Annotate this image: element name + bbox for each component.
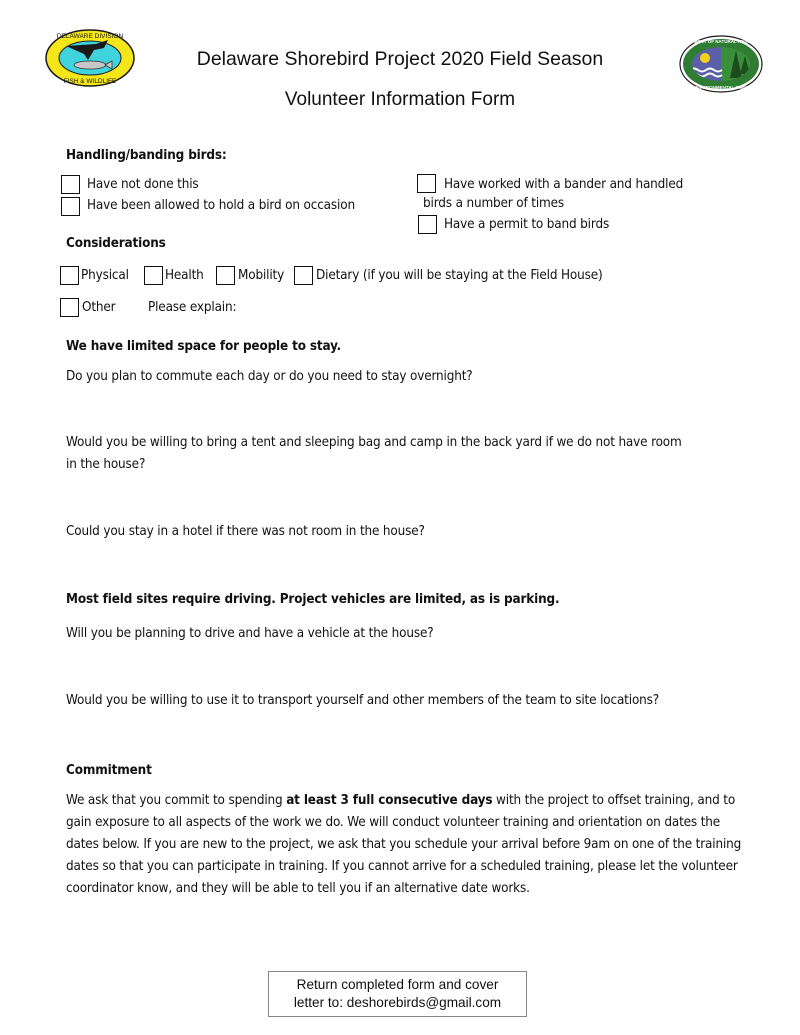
commitment-days-emphasis: at least 3 full consecutive days xyxy=(286,793,493,808)
option-label: Have been allowed to hold a bird on occasion xyxy=(87,198,355,213)
question-tent-cont: in the house? xyxy=(66,457,146,472)
option-label: Physical xyxy=(81,268,129,283)
lodging-heading: We have limited space for people to stay. xyxy=(66,339,341,354)
return-line-2: letter to: deshorebirds@gmail.com xyxy=(293,995,502,1010)
checkbox-other[interactable] xyxy=(60,298,79,317)
option-label: Have not done this xyxy=(87,177,199,192)
svg-text:DELAWARE DIVISION: DELAWARE DIVISION xyxy=(56,33,124,40)
form-subtitle: Volunteer Information Form xyxy=(284,89,516,110)
question-tent: Would you be willing to bring a tent and sleeping bag and camp in the back yard if we do not have room xyxy=(66,435,682,450)
option-label: Dietary (if you will be staying at the Field House) xyxy=(316,268,603,283)
checkbox-have-permit[interactable] xyxy=(418,215,437,234)
considerations-heading: Considerations xyxy=(66,236,166,251)
question-hotel: Could you stay in a hotel if there was not room in the house? xyxy=(66,524,425,539)
option-label: Mobility xyxy=(238,268,285,283)
commitment-text-start: We ask that you commit to spending xyxy=(66,793,287,808)
commitment-text-end: with the project to offset training, and to gain exposure to all aspects of the work we do. We will conduct volunteer training and orientation on dates the dates below. If you are new to the project, we ask that you schedule your arrival before 9am on one of the training dates so that you can participate in training. If you cannot arrive for a scheduled training, please let the volunteer coordinator know, and they will be able to tell you if an alternative date works. xyxy=(66,793,742,896)
driving-heading: Most field sites require driving. Project vehicles are limited, as is parking. xyxy=(66,592,560,607)
option-label-cont: birds a number of times xyxy=(423,196,564,211)
checkbox-health[interactable] xyxy=(144,266,163,285)
option-label: Have worked with a bander and handled xyxy=(444,177,684,192)
return-line-1: Return completed form and cover xyxy=(296,977,499,992)
return-instructions-box xyxy=(268,971,527,1017)
commitment-heading: Commitment xyxy=(66,763,152,778)
svg-text:AND ENVIRONMENTAL CONTROL: AND ENVIRONMENTAL CONTROL xyxy=(684,85,758,90)
svg-text:DEPARTMENT OF NATURAL RESOURCE: DEPARTMENT OF NATURAL RESOURCES xyxy=(678,39,764,44)
option-label: Health xyxy=(165,268,204,283)
handling-heading: Handling/banding birds: xyxy=(66,148,227,163)
checkbox-dietary[interactable] xyxy=(294,266,313,285)
option-label: Have a permit to band birds xyxy=(444,217,610,232)
checkbox-mobility[interactable] xyxy=(216,266,235,285)
question-vehicle: Will you be planning to drive and have a vehicle at the house? xyxy=(66,626,434,641)
checkbox-physical[interactable] xyxy=(60,266,79,285)
question-commute: Do you plan to commute each day or do you need to stay overnight? xyxy=(66,369,473,384)
option-label: Other xyxy=(82,300,116,315)
please-explain-label: Please explain: xyxy=(148,300,237,315)
form-title: Delaware Shorebird Project 2020 Field Season xyxy=(196,48,604,70)
checkbox-worked-with-bander[interactable] xyxy=(417,174,436,193)
svg-text:FISH & WILDLIFE: FISH & WILDLIFE xyxy=(63,78,117,85)
checkbox-held-bird[interactable] xyxy=(61,197,80,216)
checkbox-have-not-done-this[interactable] xyxy=(61,175,80,194)
commitment-paragraph xyxy=(66,790,746,900)
question-transport: Would you be willing to use it to transport yourself and other members of the team to site locations? xyxy=(66,693,660,708)
